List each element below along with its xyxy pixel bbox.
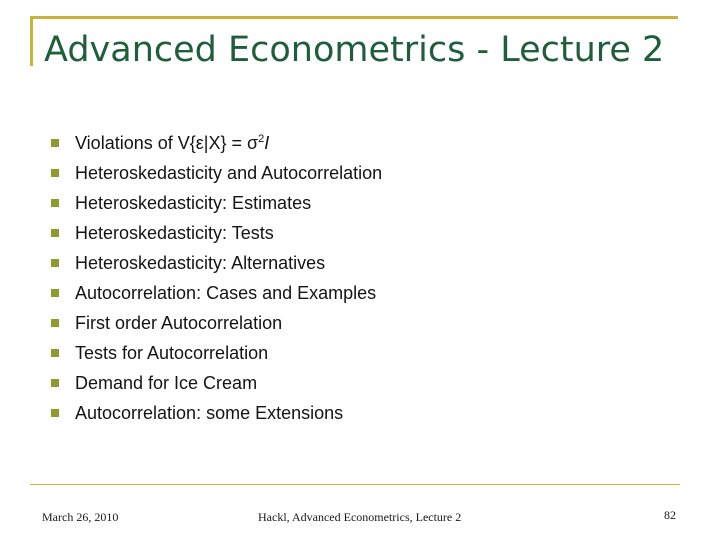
bullet-text: Autocorrelation: some Extensions xyxy=(75,403,344,423)
bullet-text-formula-pre: Violations of V{ε|X} = σ xyxy=(75,133,259,153)
bullet-text: Heteroskedasticity: Alternatives xyxy=(75,253,326,273)
bullet-text: Demand for Ice Cream xyxy=(75,373,258,393)
square-bullet-icon xyxy=(51,289,59,297)
slide-title: Advanced Econometrics - Lecture 2 xyxy=(44,30,665,70)
page-number: 82 xyxy=(664,508,676,522)
left-rule xyxy=(30,16,33,66)
square-bullet-icon xyxy=(51,199,59,207)
bullet-item xyxy=(48,308,382,338)
bullet-text: Tests for Autocorrelation xyxy=(75,343,269,363)
bullet-item xyxy=(48,218,382,248)
square-bullet-icon xyxy=(51,139,59,147)
bullet-text: Heteroskedasticity: Estimates xyxy=(75,193,312,213)
footer-date: March 26, 2010 xyxy=(42,510,119,524)
bullet-item xyxy=(48,188,382,218)
bullet-item xyxy=(48,158,382,188)
bullet-item xyxy=(48,338,382,368)
bullet-item xyxy=(48,368,382,398)
bullet-text-formula-post: I xyxy=(264,133,270,153)
square-bullet-icon xyxy=(51,319,59,327)
bullet-text: Heteroskedasticity and Autocorrelation xyxy=(75,163,383,183)
bullet-text: Heteroskedasticity: Tests xyxy=(75,223,274,243)
top-rule xyxy=(30,16,678,19)
bullet-item-formula xyxy=(48,128,382,158)
bullet-item xyxy=(48,278,382,308)
square-bullet-icon xyxy=(51,259,59,267)
footer-course-label: Hackl, Advanced Econometrics, Lecture 2 xyxy=(258,510,462,524)
bullet-item xyxy=(48,248,382,278)
bullet-item xyxy=(48,398,382,428)
footer-rule xyxy=(30,484,680,485)
bullet-list xyxy=(48,128,382,428)
bullet-text: First order Autocorrelation xyxy=(75,313,283,333)
square-bullet-icon xyxy=(51,379,59,387)
square-bullet-icon xyxy=(51,349,59,357)
bullet-text: Autocorrelation: Cases and Examples xyxy=(75,283,377,303)
bullet-text-formula-sup: 2 xyxy=(258,133,265,145)
square-bullet-icon xyxy=(51,229,59,237)
square-bullet-icon xyxy=(51,169,59,177)
square-bullet-icon xyxy=(51,409,59,417)
